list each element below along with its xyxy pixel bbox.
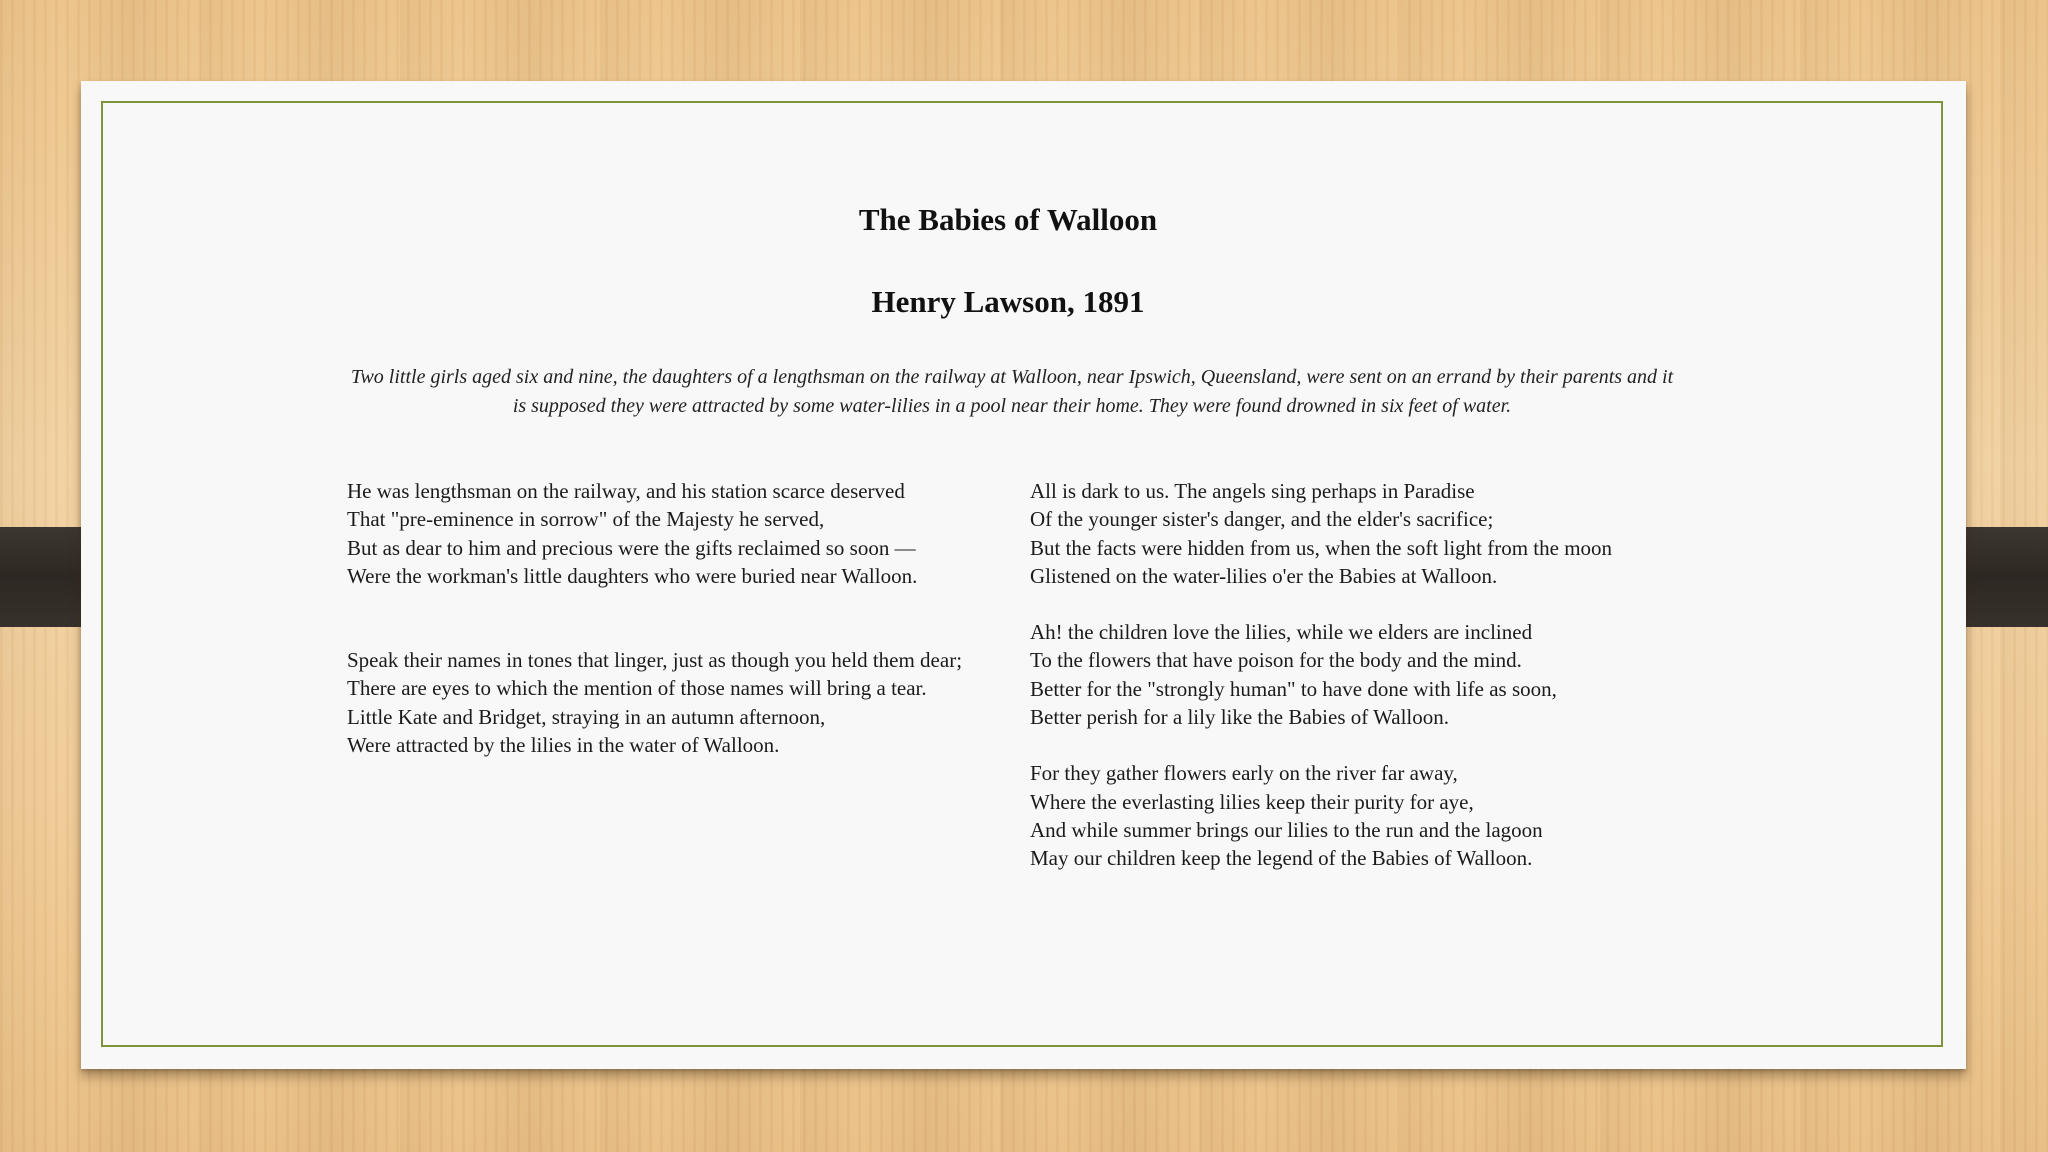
verse-line: For they gather flowers early on the river far away, xyxy=(1030,761,1458,786)
stanza xyxy=(1030,618,1730,731)
verse-line: Of the younger sister's danger, and the elder's sacrifice; xyxy=(1030,507,1494,532)
slide-frame xyxy=(101,101,1943,1047)
stanza xyxy=(347,477,997,590)
verse-line: To the flowers that have poison for the body and the mind. xyxy=(1030,648,1522,673)
poem-title: The Babies of Walloon xyxy=(858,202,1158,237)
verse-line: May our children keep the legend of the Babies of Walloon. xyxy=(1030,846,1533,871)
left-column xyxy=(347,477,997,759)
verse-line: But the facts were hidden from us, when the soft light from the moon xyxy=(1030,535,1613,560)
right-column xyxy=(1030,477,1730,873)
stanza xyxy=(1030,759,1730,872)
poem-author: Henry Lawson, 1891 xyxy=(871,284,1145,319)
verse-line: There are eyes to which the mention of those names will bring a tear. xyxy=(347,676,927,701)
verse-line: Speak their names in tones that linger, just as though you held them dear; xyxy=(347,648,963,673)
verse-line: Ah! the children love the lilies, while we elders are inclined xyxy=(1030,620,1533,645)
verse-line: Were attracted by the lilies in the water of Walloon. xyxy=(347,733,780,758)
verse-line: Better perish for a lily like the Babies of Walloon. xyxy=(1030,705,1449,730)
verse-line: Where the everlasting lilies keep their purity for aye, xyxy=(1030,789,1474,814)
poem-intro: Two little girls aged six and nine, the daughters of a lengthsman on the railway at Walloon, near Ipswich, Queensland, were sent on an errand by their parents and it is supposed they were attracted by some water-lilies in a pool near their home. They were found drowned in six feet of water. xyxy=(350,366,1674,417)
verse-line: Better for the "strongly human" to have done with life as soon, xyxy=(1030,676,1557,701)
slide xyxy=(81,81,1966,1069)
stanza xyxy=(1030,477,1730,590)
verse-line: Little Kate and Bridget, straying in an autumn afternoon, xyxy=(347,704,826,729)
verse-line: That "pre-eminence in sorrow" of the Majesty he served, xyxy=(347,507,825,532)
verse-line: He was lengthsman on the railway, and his station scarce deserved xyxy=(347,479,905,503)
stanza xyxy=(347,646,997,759)
verse-line: And while summer brings our lilies to the run and the lagoon xyxy=(1030,817,1543,842)
verse-line: But as dear to him and precious were the gifts reclaimed so soon — xyxy=(347,535,916,560)
verse-line: All is dark to us. The angels sing perhaps in Paradise xyxy=(1030,479,1475,503)
verse-line: Glistened on the water-lilies o'er the Babies at Walloon. xyxy=(1030,563,1498,588)
verse-line: Were the workman's little daughters who were buried near Walloon. xyxy=(347,563,918,588)
